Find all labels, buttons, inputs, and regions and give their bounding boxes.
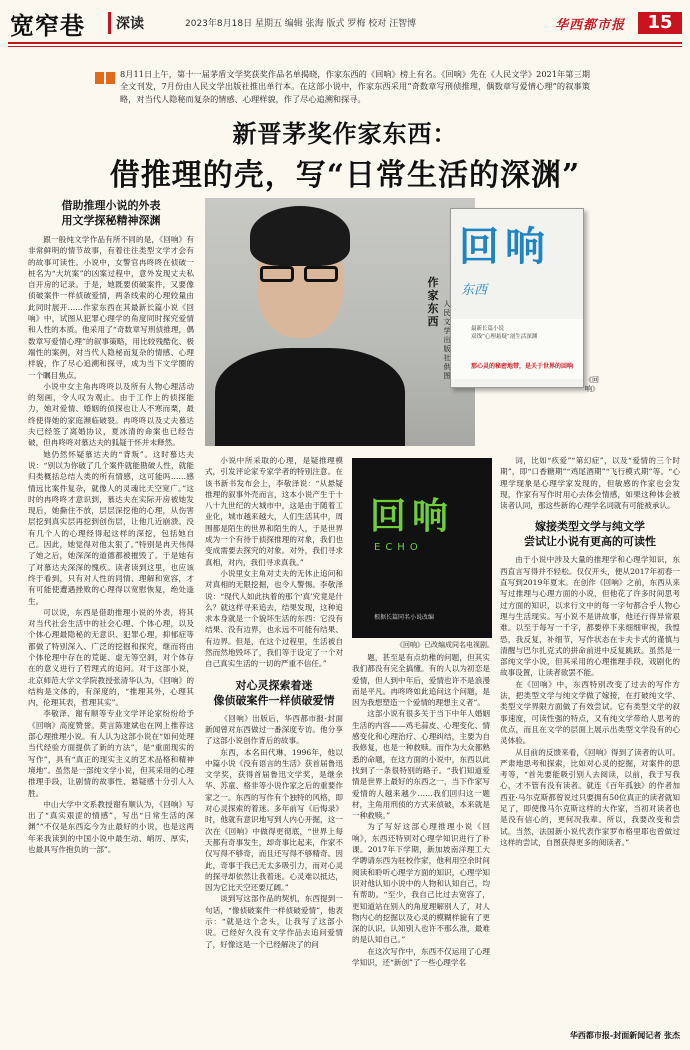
subheading-2a: 对心灵探索着迷 xyxy=(235,678,313,692)
newspaper-logo: 华西都市报 xyxy=(555,18,626,33)
section-name: 深读 xyxy=(116,16,144,32)
book-title: 回响 xyxy=(459,223,551,270)
book-blurb xyxy=(471,325,571,341)
subheading-3b: 尝试让小说有更高的可读性 xyxy=(524,535,656,549)
paragraph: 小说中所采取的心理，是疑推理模式，引发评论家专家学者的特别注意。在该书新书发布会上，李敬泽说：“从悬疑推理的叙事外壳而言，这本小说产生于十八十九世纪的大城市中，这是由于随着工业化，城市越来越大，人们生活其中，周围都是陌生的世界和陌生的人，于是世界成为一个有待于侦探推理的对象，我们也变成需要去探究的对象。对外，我们寻求真相，对内，我们寻求真我。” xyxy=(205,456,343,567)
masthead-divider xyxy=(108,12,111,34)
photo-glasses xyxy=(260,266,340,282)
poster-title: 回响 xyxy=(370,496,455,537)
paragraph: 这部小说有很多关于当下中年人婚姻生活的内容——鸡毛蒜皮、心理变化、情感变化和心理治疗、心理纠结，主要为自我修复，也是一种救赎。而作为大众都熟悉的命题，在这方面的小说中，东西以此找到了一条很特别的路子。“我们知道爱情是世界上最好的东西之一，当下作家写爱情的人越来越少……我们回归这一题材，主角用刑侦的方式来侦破，本来就是一种救赎。” xyxy=(352,709,490,821)
photo-shirt xyxy=(215,348,405,446)
paragraph: 在《回响》中，东西特别改变了过去的写作方法，把类型文学与纯文学做了嫁接，在打破纯文学、类型文学界限方面做了有效尝试。它有类型文学的叙事速度，可读性强的特点，又有纯文学带给人思考的优点，而且在文学的层面上展示出类型文学没有的心灵体验。 xyxy=(500,679,680,746)
poster-note: 根据长篇同名小说改编 xyxy=(374,614,435,621)
book-caption: 《回响》 xyxy=(585,376,599,393)
poster-caption: 《回响》已改编成同名电视剧。 xyxy=(396,641,494,649)
column-4 xyxy=(500,455,680,848)
subheading-1a: 借助推理小说的外表 xyxy=(61,199,161,212)
subheading-1b: 用文学探秘精神深渊 xyxy=(61,214,161,227)
poster-subtitle: ECHO xyxy=(374,542,423,553)
book-tagline: 那心灵的秘密地带，是关于世界的回响 xyxy=(471,363,574,370)
paragraph: 从目前的反馈来看，《回响》得到了读者的认可。严肃地思考和探索，比如对心灵的挖掘，对案件的思考等，“首先要能吸引别人去阅读，以前，我于写我心，才不管有没有读者。就连《百年孤独》的作者加西亚·马尔克斯都曾说过只要拥有50位真正的读者就知足了，即使像马尔克斯这样的大作家，当初对读者也是没有信心的，更何况我辈。所以，我要改变和尝试。当然，法国新小说代表作家罗布格里耶也曾做过这样的尝试，自图获得更多的阅读者。” xyxy=(500,747,680,847)
paragraph: 词，比如“疚爱”“第幻症”，以及“爱情的三个时期”，即“口香糖期”“鸡尾酒期”“飞行模式期”等。“心理学现象是心理学家发现的，但敏感的作家也会发现，作家有写作时用心去体会情感，如果这种体会被读者认同，那这些新的心理学名词就有可能被承认。 xyxy=(500,456,680,511)
masthead-rule-thin xyxy=(8,46,682,47)
article-kicker: 新晋茅奖作家东西： xyxy=(232,119,458,148)
masthead-rule xyxy=(8,42,682,44)
book-author: 东西 xyxy=(461,283,488,298)
column-2 xyxy=(205,455,343,950)
paragraph: 为了写好这部心理推理小说《回响》，东西还特别对心理学知识进行了补课。2017年下学期，新加坡南洋理工大学聘请东西为驻校作家，他利用空余时间阅读和聆听心理学方面的知识，心理学知识对他认知小说中的人物和认知自己，均有帮助。“至少，我自己比过去宽容了，更知道站在别人的角度理解别人了，对人物内心的挖掘以及心灵的模糊样貌有了更深的认识。认知别人也许不那么准，最难的是认知自己。” xyxy=(352,822,490,945)
subheading-2b: 像侦破案件一样侦破爱情 xyxy=(213,693,335,707)
edition-info: 2023年8月18日 星期五 编辑 张海 版式 罗梅 校对 汪智博 xyxy=(185,19,417,29)
paragraph: 小说中女主角冉咚咚以及所有人物心理活动的刻画，令人叹为观止。由于工作上的侦探能力，她对爱情、婚姻的侦探也让人不寒而栗，最终使得她的家庭濒临破裂。冉咚咚以及丈夫慕达夫已经签了离婚协议，夏冰清的命案也已经告破，但冉咚咚对慕达夫的狐疑于怀并未释然。 xyxy=(28,381,194,448)
author-byline: 华西都市报-封面新闻记者 张杰 xyxy=(569,1031,680,1040)
photo-hair xyxy=(250,206,350,266)
subheading-3a: 嫁接类型文学与纯文学 xyxy=(535,520,645,534)
paragraph: 在这次写作中，东西不仅运用了心理学知识，还“新创”了一些心理学名 xyxy=(352,946,490,968)
page-number: 15 xyxy=(638,12,682,34)
article-headline: 借推理的壳，写“日常生活的深渊” xyxy=(109,158,581,193)
paragraph: 中山大学中文系教授谢有顺认为，《回响》写出了“真实艰涩的情感”，写出“日常生活的深渊”“不仅是东西迄今为止最好的小说，也是这两年来我读到的中国小说中最生动、峭厉、厚实，也最具写作抱负的一部”。 xyxy=(28,799,194,855)
book-cover xyxy=(450,208,584,388)
paragraph: 《回响》出版后，华西都市报-封面新闻曾对东西做过一番深度专访。他分享了这部小说创作背后的故事。 xyxy=(205,713,343,746)
paragraph: 谈到写这部作品的契机，东西提到一句话，“像侦破案件一样侦破爱情”，他表示：“就是这个念头，让我写了这部小说。已经好久没有文学作品去追问爱情了，好像这是一个已经解决了的问 xyxy=(205,894,343,949)
column-3 xyxy=(352,652,490,968)
paragraph: 她仍然怀疑慕达夫的“背叛”。这时慕达夫说：“别以为你破了几个案件就能勘破人性，就能归类概括总结人类的所有情感，这可能吗……感情远比案件复杂，就像人的灵魂比天空宽广。”这时的冉咚咚才意识到，慕达夫在实际开房被她发现后，她撕住不放，层层深挖他的心理，从伤害层挖到真实层再挖到创伤层，让他几近崩溃。没有几个人的心理经得起这样的深挖，包括她自己。因此，她觉得对他太狠了。”特别是冉天伟得了她之后，她深深的道德都被摧毁了。于是她有了对慕达夫深深的愧疚。读者读到这里，也应该终于看到，只有对人性的同情、理解和宽容，才有可能使遭遇挫败的心理得以宽慰恢复，绝处逢生。 xyxy=(28,449,194,606)
lead-paragraph: 8月11日上午，第十一届茅盾文学奖获奖作品名单揭晓，作家东西的《回响》榜上有名。《回响》先在《人民文学》2021年第三期全文刊发，7月份由人民文学出版社推出单行本。在这部小说中，作家东西采用“奇数章写刑侦推理，偶数章写爱情心理”的叙事策略，对当代人隐秘而复杂的情感、心理样貌，作了尽心追溯和探寻。 xyxy=(120,69,590,104)
paragraph: 可以说，东西是借助推理小说的外表，将其对当代社会生活中的社会心理、个体心理，以及个体心理最隐秘的无意识、犯罪心理，抑郁症等都做了特别深入、广泛的挖掘和探究，继而将由个体伦理中存在的荒诞、虚无等空洞，对个体存在的意义进行了哲理式的追问。对于这部小说，北京师范大学文学院教授张清华认为，《回响》的结构是文体的，有深度的，“推理其外，心理其内，伦理其表，哲理其实”。 xyxy=(28,607,194,708)
book-blurb-line: 最新长篇小说 xyxy=(471,326,505,332)
photo-credit: 人民文学出版社供图 xyxy=(443,300,451,380)
paragraph: 东西，本名田代琳，1996年，他以中篇小说《没有语言的生活》获首届鲁迅文学奖，获得首届鲁迅文学奖，是继余华、苏童、格非等小说作家之后的重要作家之一。东西的写作有个独特的风格，即对心灵探索的着迷。多年前写《后悔录》时，他就有意识地写到人内心开掘，这一次在《回响》中做得更彻底，“世界上每天都有奇事发生，却奇事比起来，作家不仅写得不够奇，而且还写得不够精奇。因此，奇事于我已无太多吸引力，而对心灵的探寻却依然让我着迷。心灵难以抵达，因为它比天空还要辽阔。” xyxy=(205,747,343,893)
paragraph: 李敬泽、谢有顺等专业文学评论家纷纷给予《回响》高度赞誉。莫言陈建斌也在网上推荐这部心理推理小说。有人认为这部小说在“如何处理当代经验方面提供了新的方法”，是“重面现实的写作”，具有“真正的现实主义的艺术品格和精神境地”。虽然是一部纯文学小说，但其采用的心理推理手段，让剧情的故事性、悬疑感十分引人入胜。 xyxy=(28,709,194,798)
masthead xyxy=(0,0,690,40)
lead-marker-icon xyxy=(95,70,117,86)
photo-caption: 作家东西 xyxy=(427,276,439,328)
paragraph: 小说里女主角对丈夫的无休止追问和对真相的无限挖掘，也令人警惕。李敬泽说：“现代人如此执着的那个‘真’究竟是什么？就这样寻来追去，结果发现，这种追求本身就是一个貌坏生活的东西：它没有结果、没有边界，也永远不可能有结果、有边界。但是，在这个过程里，生活被自然而然地毁坏了，我们等于设定了一个对自己真实生活的一切的严重不信任。” xyxy=(205,568,343,669)
paragraph: 跟一般纯文学作品有所不同的是，《回响》有非常鲜明的情节故事，有着往往类型文学才会有的故事可读性。小说中，女警官冉咚咚在侦破一桩名为“大坑案”的凶案过程中，意外发现丈夫私自开房的记录。于是，她既要侦破案件，又要像侦破案件一样侦破爱情，两条线索的心理较量由此同时展开……作家东西在其最新长篇小说《回响》中，试图从犯罪心理学的角度同时探究爱情和人性的本质。他采用了“奇数章写刑侦推理，偶数章写爱情心理”的叙事策略，用比较残酷化、极端性的案例，对当代人隐秘而复杂的情感、心理样貌，作了尽心追溯和探寻，成为当下文学圈的一个瞩目焦点。 xyxy=(28,235,194,380)
paragraph: 由于小说中涉及大量的推理学和心理学知识，东西直言写得并不轻松。仅仅开头，便从2017年初春一直写到2019年夏末。在创作《回响》之前，东西从来写过推理与心理方面的小说，但他花了许多时间思考过方面的知识，以求行文中的每一字句都合乎人物心理与生活现实。写小说不是讲故事，他还行得异常艰难。以至于每写一千字，都要停下来细细审视，我惶恐，我反复，补细节，写作状态在卡夫卡式的谨慎与清醒与巴尔扎克式的拼命前进中反复跳跃。虽然是一部纯文学小说，但其采用的心理推理手段，戏剧化的故事设置，让读者欲罢不能。 xyxy=(500,555,680,678)
column-1 xyxy=(28,198,194,855)
book-blurb-line: 双线“心理悬疑”剖生活深渊 xyxy=(471,334,538,340)
paragraph: 题，甚至是有点幼稚的问题，但其实我们都没有完全搞懂。有的人以为初恋是爱情，但人到中年后，爱情也许不是浪漫而是平凡。冉咚咚如此追问这个问题，是因为我想塑造一个爱情的理想主义者”。 xyxy=(352,653,490,708)
tv-poster xyxy=(352,458,492,638)
section-title: 宽窄巷 xyxy=(10,12,85,40)
